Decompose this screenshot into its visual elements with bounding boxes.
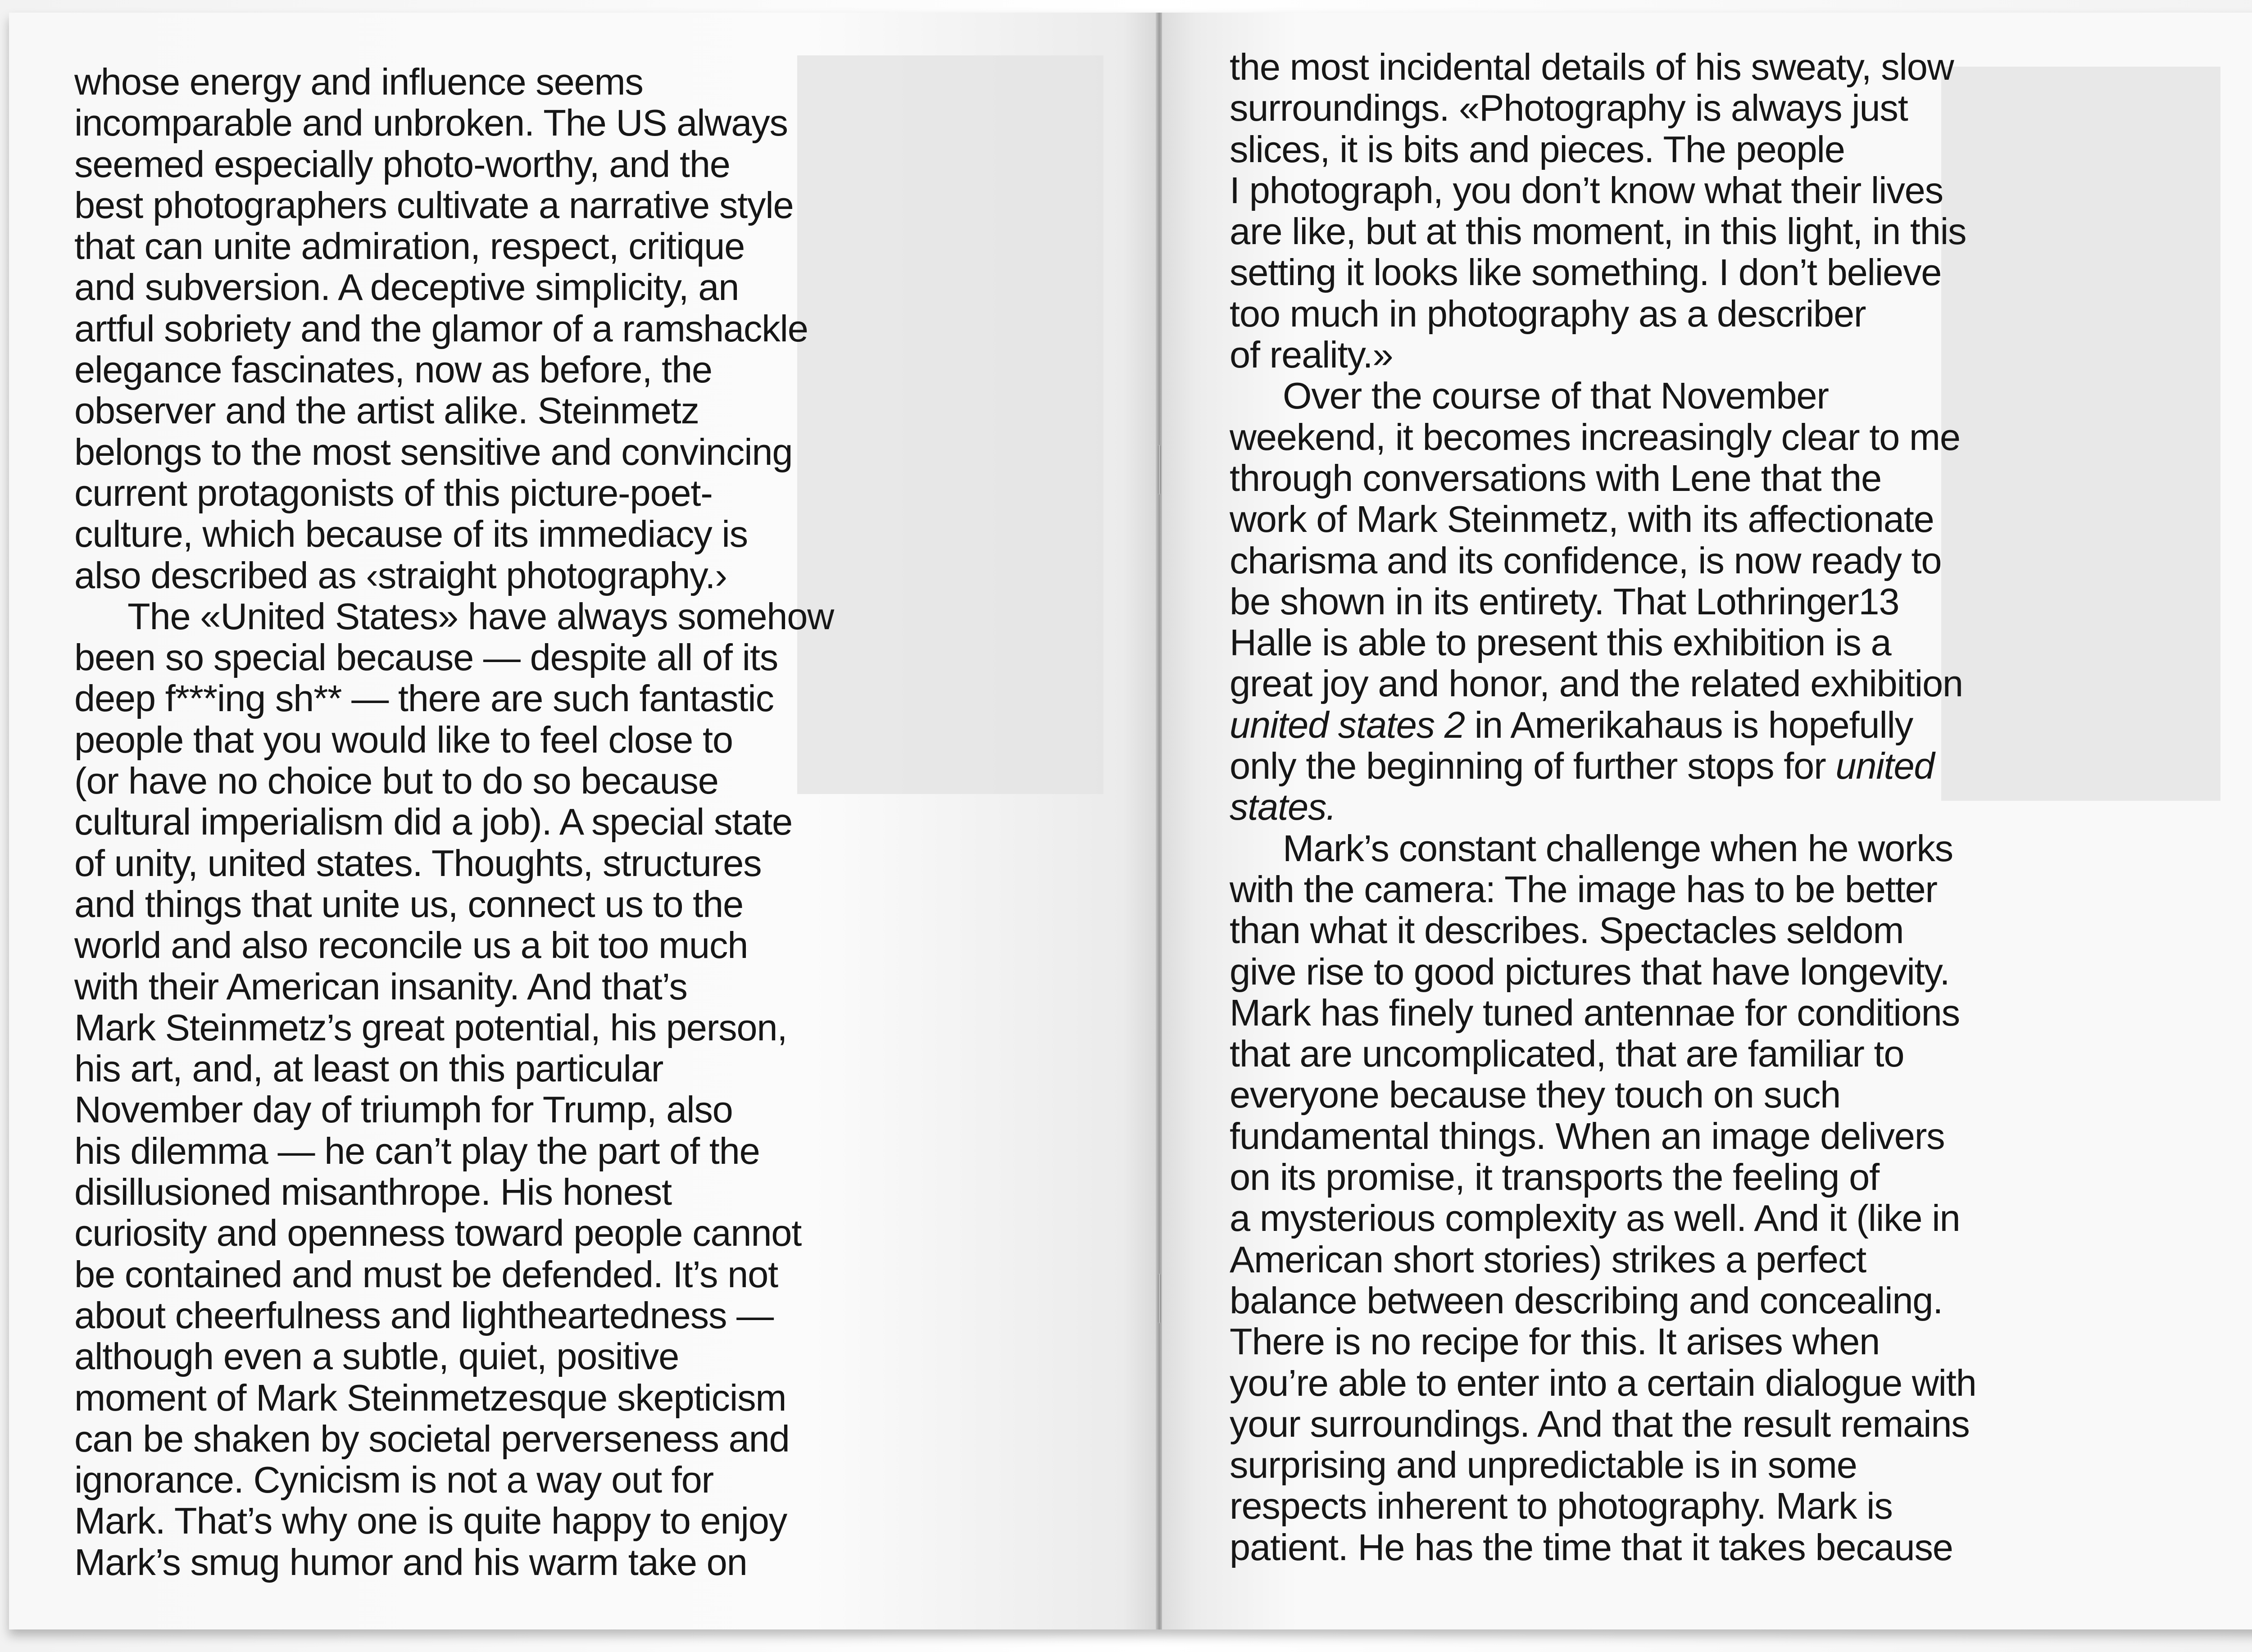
exhibition-title-italic: united states 2 xyxy=(1230,703,1465,746)
text-line: of reality.» xyxy=(1230,334,1393,376)
text-line: elegance fascinates, now as before, the xyxy=(74,349,712,391)
text-line: and subversion. A deceptive simplicity, an xyxy=(74,266,739,309)
text-line: be shown in its entirety. That Lothringer13 xyxy=(1230,580,1899,622)
text-line: respects inherent to photography. Mark is xyxy=(1230,1485,1893,1527)
text-line: that can unite admiration, respect, critique xyxy=(74,225,745,268)
text-line: ignorance. Cynicism is not a way out for xyxy=(74,1459,713,1501)
text-line: weekend, it becomes increasingly clear to me xyxy=(1230,416,1960,458)
text-line: whose energy and influence seems xyxy=(74,61,643,103)
text-line: artful sobriety and the glamor of a ramshackle xyxy=(74,307,808,349)
text-line: moment of Mark Steinmetzesque skepticism xyxy=(74,1376,786,1419)
text-line: about cheerfulness and lightheartedness — xyxy=(74,1294,773,1336)
text-line-mixed xyxy=(1230,704,1976,745)
text-line: you’re able to enter into a certain dialogue with xyxy=(1230,1362,1976,1404)
text-line: belongs to the most sensitive and convincing xyxy=(74,431,793,473)
text-line: his art, and, at least on this particular xyxy=(74,1048,663,1090)
text-line: too much in photography as a describer xyxy=(1230,292,1866,335)
text-line: observer and the artist alike. Steinmetz xyxy=(74,390,699,432)
text-line: through conversations with Lene that the xyxy=(1230,457,1881,499)
text-line: of unity, united states. Thoughts, structures xyxy=(74,842,762,884)
text-line: patient. He has the time that it takes because xyxy=(1230,1526,1953,1568)
right-page xyxy=(1162,13,2252,1629)
text-line: disillusioned misanthrope. His honest xyxy=(74,1171,672,1213)
staple-bottom xyxy=(1158,1274,1161,1323)
open-booklet xyxy=(9,13,2252,1629)
text-line: November day of triumph for Trump, also xyxy=(74,1089,733,1131)
text-line: deep f***ing sh** — there are such fantastic xyxy=(74,677,774,720)
text-line: current protagonists of this picture-poet- xyxy=(74,472,713,514)
text-line: a mysterious complexity as well. And it (like in xyxy=(1230,1197,1960,1239)
text-line: than what it describes. Spectacles seldom xyxy=(1230,909,1904,952)
left-page-text xyxy=(74,61,834,1583)
staple-top xyxy=(1158,445,1161,495)
text-line: with the camera: The image has to be better xyxy=(1230,868,1937,910)
text-line: also described as ‹straight photography.› xyxy=(74,554,727,596)
text-line: world and also reconcile us a bit too much xyxy=(74,924,748,967)
text-line: balance between describing and concealing. xyxy=(1230,1279,1943,1321)
text-line: people that you would like to feel close to xyxy=(74,718,733,761)
text-line: that are uncomplicated, that are familiar to xyxy=(1230,1033,1904,1075)
text-line: I photograph, you don’t know what their lives xyxy=(1230,169,1943,211)
text-line: best photographers cultivate a narrative style xyxy=(74,184,794,226)
text-line: surprising and unpredictable is in some xyxy=(1230,1444,1857,1486)
show-through-shade xyxy=(1941,67,2220,801)
text-line: everyone because they touch on such xyxy=(1230,1074,1841,1116)
text-line: There is no recipe for this. It arises when xyxy=(1230,1321,1880,1363)
text-line: give rise to good pictures that have longevity. xyxy=(1230,950,1950,993)
text-line: cultural imperialism did a job). A special state xyxy=(74,801,792,843)
text-line: can be shaken by societal perverseness and xyxy=(74,1417,790,1460)
text-line: Mark has finely tuned antennae for conditions xyxy=(1230,991,1960,1034)
text-line-mixed xyxy=(1230,745,1976,786)
text-line: with their American insanity. And that’s xyxy=(74,965,687,1008)
text-line: surroundings. «Photography is always just xyxy=(1230,87,1908,129)
text-line: on its promise, it transports the feeling of xyxy=(1230,1156,1879,1198)
paragraph-start-line: Mark’s constant challenge when he works xyxy=(1283,827,1953,869)
text-line: American short stories) strikes a perfect xyxy=(1230,1238,1866,1280)
text-line: been so special because — despite all of its xyxy=(74,636,778,679)
text-line: your surroundings. And that the result remains xyxy=(1230,1402,1970,1445)
text-line: curiosity and openness toward people cannot xyxy=(74,1212,802,1254)
text-line: seemed especially photo-worthy, and the xyxy=(74,143,730,185)
paragraph-start-line: Over the course of that November xyxy=(1283,375,1829,417)
text-line: the most incidental details of his sweaty, slow xyxy=(1230,46,1954,88)
text-line: are like, but at this moment, in this light, in this xyxy=(1230,210,1966,253)
text-line: charisma and its confidence, is now ready to xyxy=(1230,539,1942,581)
text-line: Mark’s smug humor and his warm take on xyxy=(74,1541,747,1583)
text-line: incomparable and unbroken. The US always xyxy=(74,102,788,144)
text-line: culture, which because of its immediacy is xyxy=(74,513,748,555)
text-line: although even a subtle, quiet, positive xyxy=(74,1335,679,1378)
text-line: Mark Steinmetz’s great potential, his person, xyxy=(74,1006,787,1048)
show-through-shade xyxy=(797,55,1103,794)
text-line: and things that unite us, connect us to the xyxy=(74,883,743,925)
exhibition-title-italic: united xyxy=(1835,745,1934,787)
text-line: be contained and must be defended. It’s not xyxy=(74,1253,778,1295)
text-line: fundamental things. When an image delivers xyxy=(1230,1115,1945,1157)
text-run: only the beginning of further stops for xyxy=(1230,745,1836,787)
text-line: work of Mark Steinmetz, with its affectionate xyxy=(1230,498,1934,540)
text-line: great joy and honor, and the related exhibition xyxy=(1230,663,1963,705)
exhibition-title-italic: states. xyxy=(1230,786,1336,828)
text-line: Halle is able to present this exhibition is a xyxy=(1230,622,1891,664)
paragraph-start-line: The «United States» have always somehow xyxy=(127,595,834,637)
text-run: in Amerikahaus is hopefully xyxy=(1464,703,1913,746)
text-line: slices, it is bits and pieces. The people xyxy=(1230,128,1845,170)
text-line: (or have no choice but to do so because xyxy=(74,760,718,802)
text-line: setting it looks like something. I don’t believe xyxy=(1230,251,1942,294)
right-page-text xyxy=(1230,46,1976,1568)
text-line: his dilemma — he can’t play the part of the xyxy=(74,1130,760,1172)
text-line: Mark. That’s why one is quite happy to enjoy xyxy=(74,1500,787,1542)
left-page xyxy=(9,13,1158,1629)
